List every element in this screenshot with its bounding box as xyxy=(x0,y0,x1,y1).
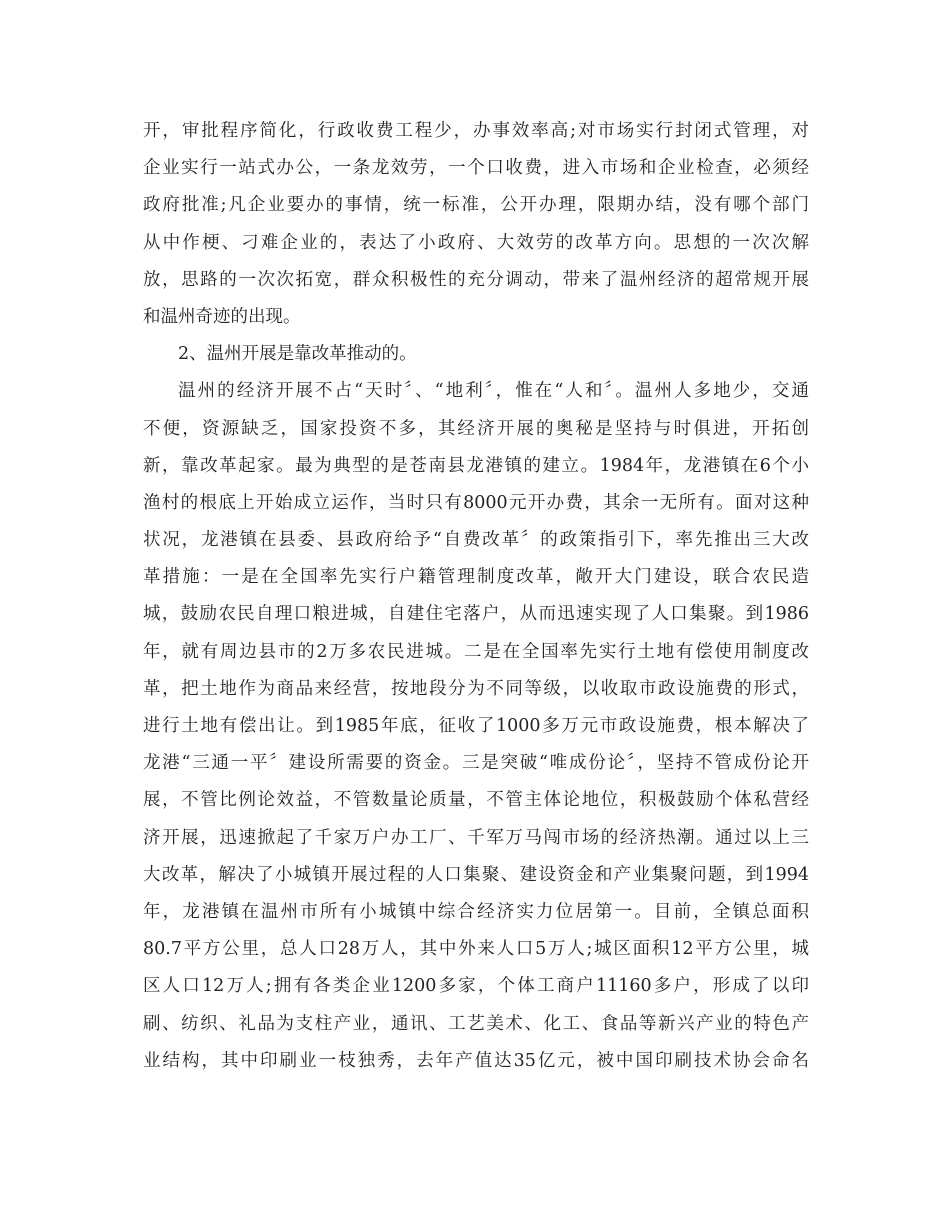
section-heading: 2、温州开展是靠改革推动的。 xyxy=(178,344,417,365)
text-line: 新，靠改革起家。最为典型的是苍南县龙港镇的建立。1984年，龙港镇在6个小 xyxy=(143,455,809,476)
text-line: 展，不管比例论效益，不管数量论质量，不管主体论地位，积极鼓励个体私营经 xyxy=(143,790,809,811)
text-line: 不便，资源缺乏，国家投资不多，其经济开展的奥秘是坚持与时俱进，开拓创 xyxy=(143,418,809,439)
text-line: 进行土地有偿出让。到1985年底，征收了1000多万元市政设施费，根本解决了 xyxy=(143,716,809,736)
text-line: 企业实行一站式办公，一条龙效劳，一个口收费，进入市场和企业检查，必须经 xyxy=(143,158,809,179)
text-line: 渔村的根底上开始成立运作，当时只有8000元开办费，其余一无所有。面对这种 xyxy=(143,492,809,513)
text-line: 年，龙港镇在温州市所有小城镇中综合经济实力位居第一。目前，全镇总面积 xyxy=(143,901,809,922)
text-line: 政府批准;凡企业要办的事情，统一标准，公开办理，限期办结，没有哪个部门 xyxy=(143,195,809,216)
text-line: 业结构，其中印刷业一枝独秀，去年产值达35亿元，被中国印刷技术协会命名 xyxy=(143,1050,809,1071)
text-line: 大改革，解决了小城镇开展过程的人口集聚、建设资金和产业集聚问题，到1994 xyxy=(143,864,809,885)
paragraph-first-line: 温州的经济开展不占“天时〞、“地利〞，惟在“人和〞。温州人多地少，交通 xyxy=(178,381,809,402)
text-line: 济开展，迅速掀起了千家万户办工厂、千军万马闯市场的经济热潮。通过以上三 xyxy=(143,827,809,848)
text-line: 刷、纺织、礼品为支柱产业，通讯、工艺美术、化工、食品等新兴产业的特色产 xyxy=(143,1013,809,1034)
text-line: 城，鼓励农民自理口粮进城，自建住宅落户，从而迅速实现了人口集聚。到1986 xyxy=(143,604,809,625)
text-line: 区人口12万人;拥有各类企业1200多家，个体工商户11160多户，形成了以印 xyxy=(143,976,809,997)
text-line: 放，思路的一次次拓宽，群众积极性的充分调动，带来了温州经济的超常规开展 xyxy=(143,269,809,290)
text-line: 革措施：一是在全国率先实行户籍管理制度改革，敞开大门建设，联合农民造 xyxy=(143,567,809,588)
text-line: 和温州奇迹的出现。 xyxy=(143,306,301,327)
text-line: 年，就有周边县市的2万多农民进城。二是在全国率先实行土地有偿使用制度改 xyxy=(143,641,809,662)
text-line: 革，把土地作为商品来经营，按地段分为不同等级，以收取市政设施费的形式， xyxy=(143,678,809,699)
text-line: 状况，龙港镇在县委、县政府给予“自费改革〞的政策指引下，率先推出三大改 xyxy=(143,530,809,551)
text-line: 80.7平方公里，总人口28万人，其中外来人口5万人;城区面积12平方公里，城 xyxy=(143,939,809,960)
body-text xyxy=(143,113,809,1080)
text-line: 从中作梗、刁难企业的，表达了小政府、大效劳的改革方向。思想的一次次解 xyxy=(143,232,809,253)
text-line: 龙港“三通一平〞建设所需要的资金。三是突破“唯成份论〞，坚持不管成份论开 xyxy=(143,753,809,774)
text-line: 开，审批程序简化，行政收费工程少，办事效率高;对市场实行封闭式管理，对 xyxy=(143,121,809,141)
